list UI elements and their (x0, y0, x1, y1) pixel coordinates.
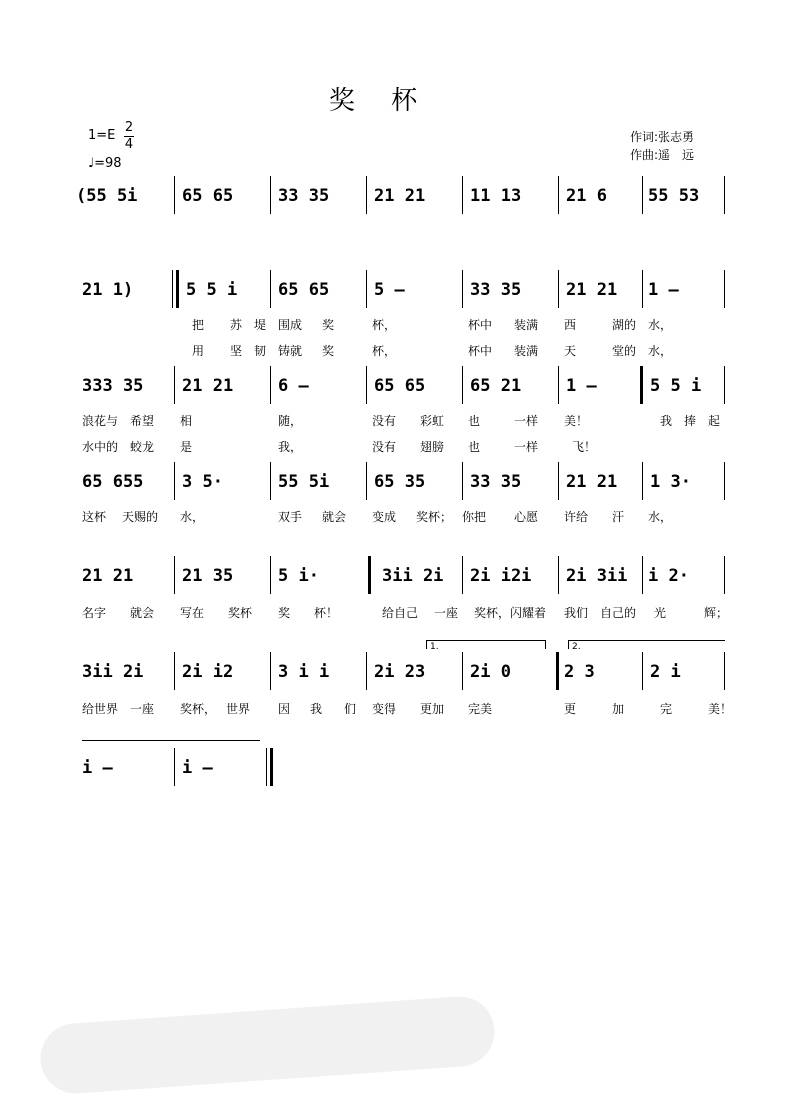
lyric-syllable: 自己的 (600, 606, 637, 620)
lyric-syllable: 奖杯 (228, 606, 253, 620)
barline (174, 556, 175, 594)
lyric-syllable: 一座 (434, 606, 459, 620)
measure: 2 3 (564, 662, 595, 682)
measure: 33 35 (470, 472, 522, 492)
lyric-syllable: 装满 (514, 318, 539, 332)
quarter-note-icon: ♩ (88, 156, 95, 171)
lyric-syllable: 西 (564, 318, 577, 332)
lyric-syllable: 起 (708, 414, 721, 428)
staff-row-5 (82, 556, 726, 596)
barline (724, 462, 725, 500)
barline (724, 556, 725, 594)
barline (642, 462, 643, 500)
final-bar (270, 748, 273, 786)
lyric-syllable: 水， (648, 318, 673, 332)
repeat-start-bar (172, 270, 173, 308)
measure: 5 5 i (650, 376, 702, 396)
tie-line (82, 740, 260, 741)
lyric-syllable: 彩虹 (420, 414, 445, 428)
barline (366, 652, 367, 690)
lyric-syllable: 你把 (462, 510, 487, 524)
lyric-syllable: 名字 (82, 606, 107, 620)
tempo-value: =98 (94, 156, 122, 171)
lyric-syllable: 写在 (180, 606, 205, 620)
measure: 2i i2i (470, 566, 532, 586)
lyric-syllable: 我 (310, 702, 323, 716)
lyric-syllable: 铸就 (278, 344, 303, 358)
lyric-syllable: 美！ (708, 702, 733, 716)
measure: 65 655 (82, 472, 144, 492)
repeat-bar (640, 366, 643, 404)
measure: 1 — (566, 376, 597, 396)
lyric-syllable: 杯中 (468, 344, 493, 358)
time-top: 2 (124, 120, 134, 135)
lyric-syllable: 我们 (564, 606, 589, 620)
time-signature (124, 120, 134, 153)
measure: 33 35 (278, 186, 330, 206)
lyric-syllable: 翅膀 (420, 440, 445, 454)
measure: 5 5 i (186, 280, 238, 300)
measure: 1 — (648, 280, 679, 300)
barline (724, 652, 725, 690)
barline (174, 748, 175, 786)
lyricist-credit: 作词:张志勇 (630, 130, 695, 144)
lyric-syllable: 我， (278, 440, 303, 454)
barline (366, 176, 367, 214)
barline (366, 366, 367, 404)
measure: 55 53 (648, 186, 700, 206)
lyric-syllable: 湖的 (612, 318, 637, 332)
lyric-syllable: 随， (278, 414, 303, 428)
composer-credit: 作曲:遥 远 (630, 148, 695, 162)
measure: 33 35 (470, 280, 522, 300)
lyric-syllable: 蛟龙 (130, 440, 155, 454)
lyric-syllable: 这杯 (82, 510, 107, 524)
lyric-syllable: 奖 (322, 344, 335, 358)
measure: 1 3· (650, 472, 691, 492)
measure: 21 21 (82, 566, 134, 586)
lyric-syllable: 奖杯， (180, 702, 217, 716)
lyric-syllable: 因 (278, 702, 291, 716)
lyric-syllable: 没有 (372, 440, 397, 454)
measure: 3 5· (182, 472, 223, 492)
lyric-syllable: 天 (564, 344, 577, 358)
lyric-syllable: 浪花与 (82, 414, 119, 428)
lyric-syllable: 给自己 (382, 606, 419, 620)
barline (558, 270, 559, 308)
lyric-syllable: 把 (192, 318, 205, 332)
lyric-syllable: 天赐的 (122, 510, 159, 524)
barline (724, 176, 725, 214)
lyric-syllable: 捧 (684, 414, 697, 428)
lyric-syllable: 完美 (468, 702, 493, 716)
lyric-syllable: 我 (660, 414, 673, 428)
staff-row-7 (82, 748, 282, 788)
lyric-syllable: 奖杯， (474, 606, 511, 620)
lyric-syllable: 一座 (130, 702, 155, 716)
barline (462, 270, 463, 308)
repeat-start-bar-thick (176, 270, 179, 308)
staff-row-4 (82, 462, 726, 502)
measure: 65 65 (374, 376, 426, 396)
time-bottom: 4 (124, 137, 134, 152)
measure: (55 5i (76, 186, 138, 206)
measure: 21 21 (374, 186, 426, 206)
barline (366, 462, 367, 500)
lyric-syllable: 杯中 (468, 318, 493, 332)
measure: 11 13 (470, 186, 522, 206)
barline (270, 556, 271, 594)
staff-row-2 (82, 270, 726, 310)
lyric-syllable: 杯！ (314, 606, 339, 620)
barline (558, 176, 559, 214)
barline (366, 270, 367, 308)
measure: 65 65 (182, 186, 234, 206)
barline (642, 176, 643, 214)
measure: 21 21 (566, 472, 618, 492)
barline (174, 462, 175, 500)
lyric-syllable: 堂的 (612, 344, 637, 358)
measure: 2i 0 (470, 662, 511, 682)
lyric-syllable: 用 (192, 344, 205, 358)
lyric-syllable: 心愿 (514, 510, 539, 524)
barline (174, 366, 175, 404)
barline (270, 462, 271, 500)
measure: 3ii 2i (82, 662, 144, 682)
barline (266, 748, 267, 786)
lyric-syllable: 奖 (322, 318, 335, 332)
barline (462, 366, 463, 404)
barline (462, 176, 463, 214)
measure: 5 — (374, 280, 405, 300)
lyric-syllable: 辉； (704, 606, 729, 620)
lyric-syllable: 加 (612, 702, 625, 716)
lyric-syllable: 水， (648, 510, 673, 524)
lyric-syllable: 堤 (254, 318, 267, 332)
lyric-syllable: 也 (468, 414, 481, 428)
lyric-syllable: 变得 (372, 702, 397, 716)
lyric-syllable: 水中的 (82, 440, 119, 454)
song-title: 奖 杯 (328, 86, 432, 116)
measure: 3 i i (278, 662, 330, 682)
lyric-syllable: 更加 (420, 702, 445, 716)
barline (270, 652, 271, 690)
lyric-syllable: 就会 (322, 510, 347, 524)
lyric-syllable: 闪耀着 (510, 606, 547, 620)
lyric-syllable: 汗 (612, 510, 625, 524)
first-ending-bracket (426, 640, 546, 649)
lyric-syllable: 光 (654, 606, 667, 620)
lyric-syllable: 杯， (372, 344, 397, 358)
measure: 21 6 (566, 186, 607, 206)
lyric-syllable: 更 (564, 702, 577, 716)
measure: 333 35 (82, 376, 144, 396)
lyric-syllable: 们 (344, 702, 357, 716)
lyric-syllable: 一样 (514, 414, 539, 428)
lyric-syllable: 奖 (278, 606, 291, 620)
measure: 2 i (650, 662, 681, 682)
barline (174, 176, 175, 214)
lyric-syllable: 一样 (514, 440, 539, 454)
barline (270, 366, 271, 404)
barline (462, 652, 463, 690)
measure: 2i i2 (182, 662, 234, 682)
barline (462, 462, 463, 500)
barline (462, 556, 463, 594)
measure: 21 35 (182, 566, 234, 586)
measure: 21 21 (182, 376, 234, 396)
staff-row-6 (82, 652, 726, 692)
key-signature: 1=E (88, 128, 116, 143)
measure: 5 i· (278, 566, 319, 586)
lyric-syllable: 双手 (278, 510, 303, 524)
lyric-syllable: 奖杯； (416, 510, 453, 524)
lyric-syllable: 韧 (254, 344, 267, 358)
measure: 65 65 (278, 280, 330, 300)
lyric-syllable: 是 (180, 440, 193, 454)
measure: 3ii 2i (382, 566, 444, 586)
lyric-syllable: 飞！ (572, 440, 597, 454)
repeat-start-bar (368, 556, 371, 594)
barline (642, 270, 643, 308)
lyric-syllable: 相 (180, 414, 193, 428)
lyric-syllable: 就会 (130, 606, 155, 620)
paper-smudge (38, 994, 497, 1096)
lyric-syllable: 苏 (230, 318, 243, 332)
lyric-syllable: 给世界 (82, 702, 119, 716)
barline (558, 556, 559, 594)
measure: 55 5i (278, 472, 330, 492)
measure: 6 — (278, 376, 309, 396)
measure: 65 21 (470, 376, 522, 396)
barline (724, 366, 725, 404)
second-ending-bracket (568, 640, 725, 649)
barline (642, 652, 643, 690)
lyric-syllable: 没有 (372, 414, 397, 428)
barline (642, 556, 643, 594)
measure: 2i 3ii (566, 566, 628, 586)
staff-row-1 (76, 176, 726, 216)
barline (558, 366, 559, 404)
first-ending-label: 1. (430, 642, 439, 652)
lyric-syllable: 变成 (372, 510, 397, 524)
lyric-syllable: 世界 (226, 702, 251, 716)
tempo-mark (88, 156, 122, 171)
measure: 21 1) (82, 280, 134, 300)
barline (724, 270, 725, 308)
measure: i — (182, 758, 213, 778)
barline (558, 462, 559, 500)
measure: i 2· (648, 566, 689, 586)
measure: 65 35 (374, 472, 426, 492)
second-ending-label: 2. (572, 642, 581, 652)
lyric-syllable: 杯， (372, 318, 397, 332)
barline (270, 176, 271, 214)
lyric-syllable: 水， (180, 510, 205, 524)
lyric-syllable: 也 (468, 440, 481, 454)
lyric-syllable: 许给 (564, 510, 589, 524)
repeat-end-bar (556, 652, 559, 690)
staff-row-3 (82, 366, 726, 406)
barline (174, 652, 175, 690)
measure: 2i 23 (374, 662, 426, 682)
measure: 21 21 (566, 280, 618, 300)
lyric-syllable: 装满 (514, 344, 539, 358)
lyric-syllable: 完 (660, 702, 673, 716)
measure: i — (82, 758, 113, 778)
lyric-syllable: 水， (648, 344, 673, 358)
lyric-syllable: 坚 (230, 344, 243, 358)
lyric-syllable: 希望 (130, 414, 155, 428)
lyric-syllable: 围成 (278, 318, 303, 332)
barline (270, 270, 271, 308)
lyric-syllable: 美！ (564, 414, 589, 428)
